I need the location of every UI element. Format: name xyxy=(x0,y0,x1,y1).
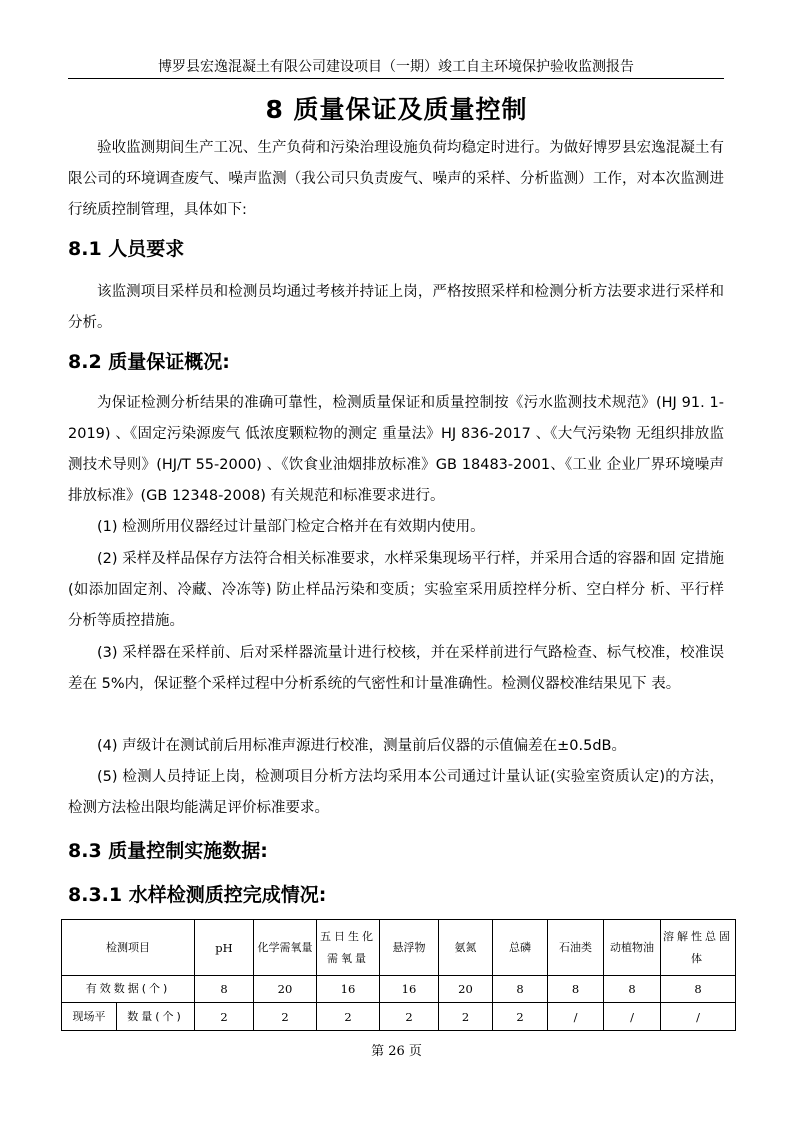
table-cell: / xyxy=(604,1003,661,1031)
chapter-title: 8 质量保证及质量控制 xyxy=(265,95,528,124)
col-header: 石油类 xyxy=(548,920,604,976)
qa-item-5: (5) 检测人员持证上岗，检测项目分析方法均采用本公司通过计量认证(实验室资质认定)的方法，检测方法检出限均能满足评价标准要求。 xyxy=(68,769,724,816)
table-cell: 2 xyxy=(254,1003,317,1031)
intro-paragraph: 验收监测期间生产工况、生产负荷和污染治理设施负荷均稳定时进行。为做好博罗县宏逸混凝土有限公司的环境调查废气、噪声监测（我公司只负责废气、噪声的采样、分析监测）工作，对本次监测进行统质控制管理，具体如下: xyxy=(68,140,724,218)
table-cell: 16 xyxy=(317,976,380,1003)
table-cell: 2 xyxy=(195,1003,254,1031)
water-qc-table xyxy=(61,919,736,1031)
col-header: 化学需氧量 xyxy=(254,920,317,976)
qa-item-2: (2) 采样及样品保存方法符合相关标准要求，水样采集现场平行样，并采用合适的容器和固 定措施(如添加固定剂、冷藏、冷冻等) 防止样品污染和变质；实验室采用质控样分析、空白样分 析、平行样分析等质控措施。 xyxy=(68,551,724,629)
section-8-3-1-title: 8.3.1 水样检测质控完成情况: xyxy=(68,884,327,906)
table-cell: 20 xyxy=(254,976,317,1003)
table-row xyxy=(62,976,736,1003)
row-label: 有效数据(个) xyxy=(62,976,195,1003)
table-header-row xyxy=(62,920,736,976)
section-8-2-title: 8.2 质量保证概况: xyxy=(68,351,230,373)
col-header: 溶解性总固体 xyxy=(661,920,736,976)
section-8-3-title: 8.3 质量控制实施数据: xyxy=(68,840,268,862)
table-cell: 2 xyxy=(380,1003,439,1031)
section-8-1-title: 8.1 人员要求 xyxy=(68,238,185,260)
table-cell: 8 xyxy=(661,976,736,1003)
col-header: 氨氮 xyxy=(439,920,493,976)
table-cell: 2 xyxy=(493,1003,548,1031)
col-header: 悬浮物 xyxy=(380,920,439,976)
qa-item-3: (3) 采样器在采样前、后对采样器流量计进行校核，并在采样前进行气路检查、标气校准，校准误差在 5%内，保证整个采样过程中分析系统的气密性和计量准确性。检测仪器校准结果见下 表。 xyxy=(68,645,724,692)
table-cell: 20 xyxy=(439,976,493,1003)
table-cell: / xyxy=(548,1003,604,1031)
section-8-2-text: 为保证检测分析结果的准确可靠性，检测质量保证和质量控制按《污水监测技术规范》(HJ 91. 1-2019) 、《固定污染源废气 低浓度颗粒物的测定 重量法》HJ 836-2017 、《大气污染物 无组织排放监测技术导则》(HJ/T 55-2000) 、《饮食业油烟排放标准》GB 18483-2001、《工业 企业厂界环境噪声排放标准》(GB 12348-2008) 有关规范和标准要求进行。 xyxy=(68,395,724,504)
qa-item-4: (4) 声级计在测试前后用标准声源进行校准，测量前后仪器的示值偏差在±0.5dB。 xyxy=(97,738,627,754)
row-group-label: 现场平 xyxy=(62,1003,117,1031)
col-header: pH xyxy=(195,920,254,976)
table-cell: / xyxy=(661,1003,736,1031)
table-cell: 8 xyxy=(493,976,548,1003)
col-header: 五日生化需氧量 xyxy=(317,920,380,976)
col-header: 动植物油 xyxy=(604,920,661,976)
table-cell: 2 xyxy=(317,1003,380,1031)
table-cell: 8 xyxy=(195,976,254,1003)
table-cell: 8 xyxy=(604,976,661,1003)
table-header-item: 检测项目 xyxy=(62,920,195,976)
section-8-1-text: 该监测项目采样员和检测员均通过考核并持证上岗，严格按照采样和检测分析方法要求进行采样和分析。 xyxy=(68,284,724,331)
col-header: 总磷 xyxy=(493,920,548,976)
report-header: 博罗县宏逸混凝土有限公司建设项目（一期）竣工自主环境保护验收监测报告 xyxy=(158,59,634,75)
table-cell: 2 xyxy=(439,1003,493,1031)
row-label: 数量(个) xyxy=(117,1003,195,1031)
page-number: 第 26 页 xyxy=(371,1044,422,1059)
header-divider xyxy=(68,78,724,79)
table-row xyxy=(62,1003,736,1031)
qa-item-1: (1) 检测所用仪器经过计量部门检定合格并在有效期内使用。 xyxy=(97,519,485,535)
table-cell: 8 xyxy=(548,976,604,1003)
table-cell: 16 xyxy=(380,976,439,1003)
